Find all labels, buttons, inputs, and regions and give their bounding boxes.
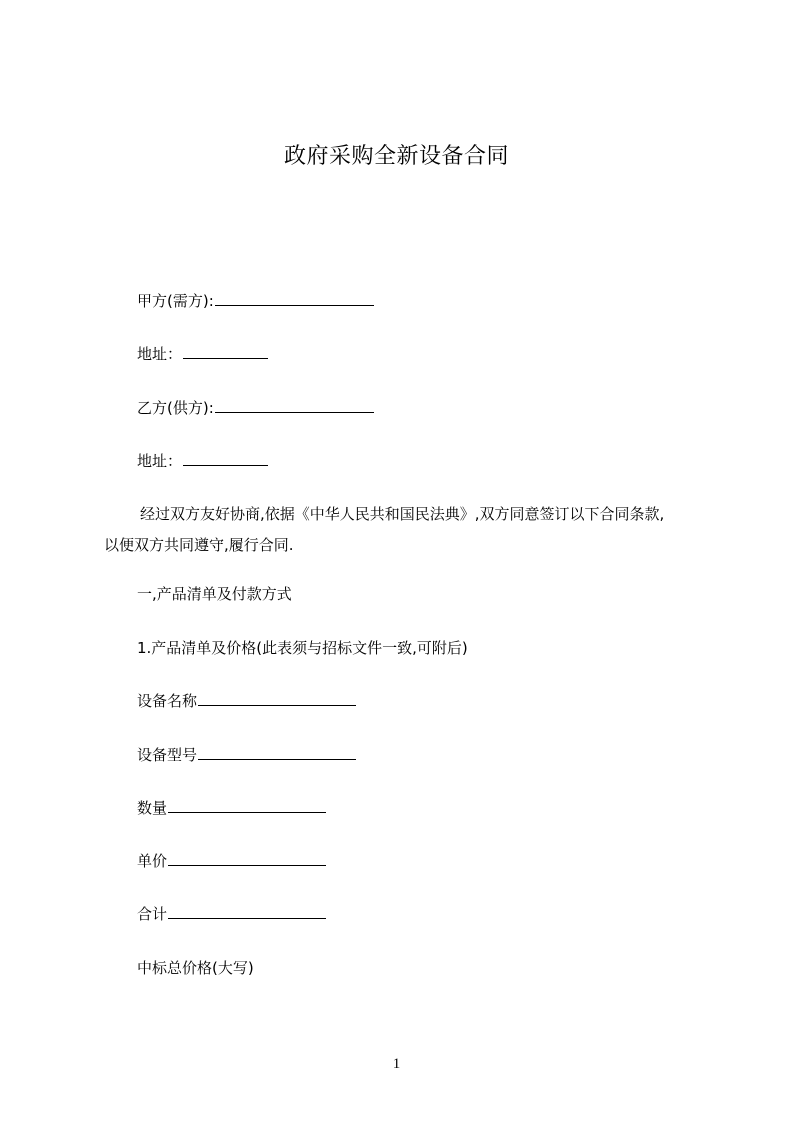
unit-price-blank — [168, 851, 326, 866]
address-a-blank — [183, 344, 268, 359]
device-name-blank — [198, 691, 356, 706]
document-title: 政府采购全新设备合同 — [283, 144, 509, 169]
device-model-blank — [198, 745, 356, 760]
device-name-line — [137, 691, 356, 711]
intro-line-1: 经过双方友好协商,依据《中华人民共和国民法典》,双方同意签订以下合同条款, — [140, 505, 665, 523]
intro-line-2: 以便双方共同遵守,履行合同. — [104, 536, 294, 554]
subsection-1-heading: 1.产品清单及价格(此表须与招标文件一致,可附后) — [137, 639, 468, 657]
quantity-line — [137, 798, 326, 818]
unit-price-label: 单价 — [137, 852, 168, 870]
address-b-blank — [183, 451, 268, 466]
device-model-line — [137, 745, 356, 765]
party-a-label: 甲方(需方): — [137, 292, 214, 310]
total-line — [137, 904, 326, 924]
intro-paragraph — [104, 499, 717, 561]
address-b-label: 地址： — [137, 452, 183, 470]
party-a-line — [137, 291, 374, 311]
party-b-label: 乙方(供方): — [137, 399, 214, 417]
address-a-line — [137, 344, 268, 364]
address-b-line — [137, 451, 268, 471]
party-b-blank — [215, 398, 374, 413]
party-b-line — [137, 398, 374, 418]
unit-price-line — [137, 851, 326, 871]
bid-total-price-line: 中标总价格(大写) — [137, 959, 254, 977]
total-blank — [168, 904, 326, 919]
page-number: 1 — [392, 1056, 401, 1072]
device-model-label: 设备型号 — [137, 746, 198, 764]
device-name-label: 设备名称 — [137, 692, 198, 710]
party-a-blank — [215, 291, 374, 306]
total-label: 合计 — [137, 905, 168, 923]
section-1-heading: 一,产品清单及付款方式 — [137, 585, 292, 603]
address-a-label: 地址： — [137, 345, 183, 363]
quantity-label: 数量 — [137, 799, 168, 817]
quantity-blank — [168, 798, 326, 813]
